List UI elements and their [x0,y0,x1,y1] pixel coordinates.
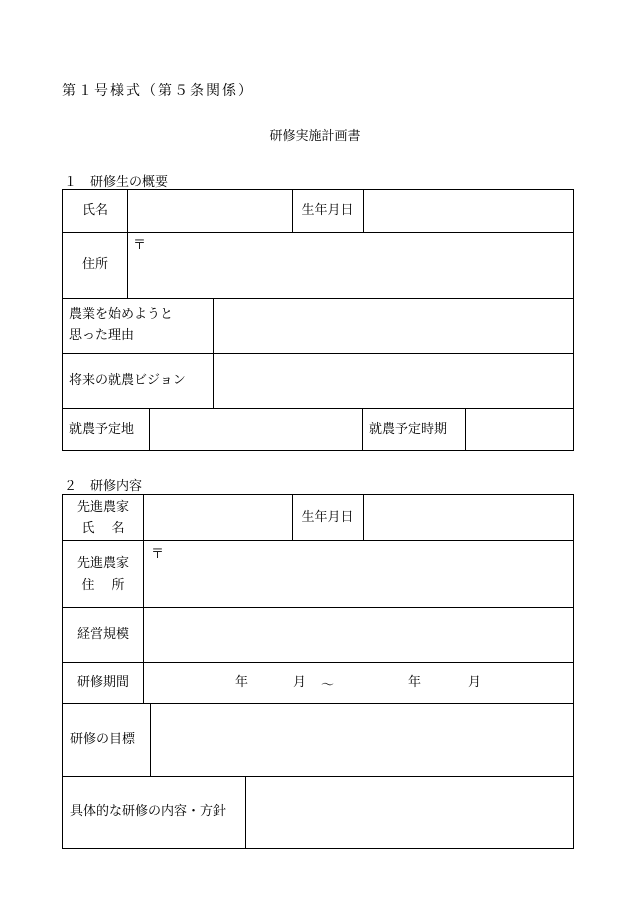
birthdate-field[interactable] [363,190,573,232]
section1-heading: １ 研修生の概要 [64,175,169,190]
reason-label-line1: 農業を始めようと [69,307,174,322]
farmer-name-label: 氏名 [81,521,142,536]
training-goal-field[interactable] [150,703,573,776]
farmer-address-field[interactable] [143,540,573,607]
reason-label-line2: 思った理由 [69,328,135,343]
document-title: 研修実施計画書 [269,129,361,144]
period-end-month-label: 月 [468,675,482,690]
farming-timing-label: 就農予定時期 [369,422,448,437]
reason-field[interactable] [213,298,573,353]
period-start-year-label: 年 [235,675,249,690]
training-details-label: 具体的な研修の内容・方針 [70,804,227,819]
birthdate-label: 生年月日 [301,203,354,218]
farming-timing-field[interactable] [465,408,573,450]
address-label: 住所 [81,257,108,272]
name-field[interactable] [127,190,292,232]
farmer-birthdate-label: 生年月日 [301,510,354,525]
vision-field[interactable] [213,353,573,408]
farmer-label-line1: 先進農家 [76,500,129,515]
training-content-table [62,494,574,849]
name-label: 氏名 [81,203,108,218]
farmer-name-field[interactable] [143,495,292,540]
period-end-year-label: 年 [408,675,422,690]
training-period-label: 研修期間 [76,675,129,690]
farmer-address-label-line1: 先進農家 [76,556,129,571]
address-field[interactable] [127,232,573,298]
farming-location-label: 就農予定地 [69,422,135,437]
period-range-separator: ～ [321,678,335,693]
training-details-field[interactable] [245,776,573,848]
training-goal-label: 研修の目標 [70,732,136,747]
farmer-address-label-line2: 住所 [81,578,142,593]
applicant-overview-table [62,189,574,451]
farming-location-field[interactable] [149,408,362,450]
farmer-postal-mark: 〒 [151,547,165,562]
section2-heading: ２ 研修内容 [64,479,143,494]
form-number: 第１号様式（第５条関係） [62,83,254,99]
farm-scale-field[interactable] [143,607,573,662]
postal-mark: 〒 [133,238,147,253]
farm-scale-label: 経営規模 [76,627,129,642]
period-start-month-label: 月 [293,675,307,690]
vision-label: 将来の就農ビジョン [69,373,186,388]
farmer-birthdate-field[interactable] [363,495,573,540]
